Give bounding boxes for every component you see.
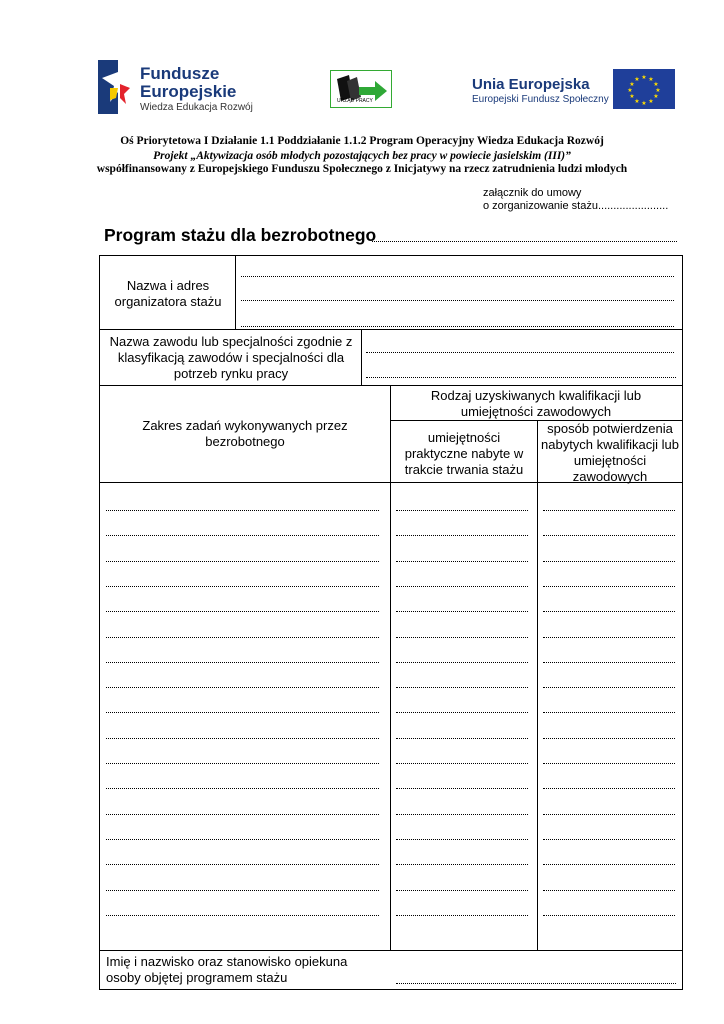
confirmation-field-4[interactable] [543, 586, 675, 587]
skills-field-17[interactable] [396, 915, 528, 916]
confirmation-field-14[interactable] [543, 839, 675, 840]
svg-text:★: ★ [629, 93, 635, 100]
header-line3: współfinansowany z Europejskiego Funduszu Społecznego z Inicjatywy na rzecz zatrudnienia ludzi młodych [96, 163, 628, 175]
stage-program-table [99, 255, 683, 990]
fe-stars-icon [96, 58, 140, 116]
confirmation-label: sposób potwierdzenia nabytych kwalifikacji lub umiejętności zawodowych [541, 421, 680, 484]
task-field-9[interactable] [106, 712, 379, 713]
confirmation-field-2[interactable] [543, 535, 675, 536]
confirmation-field-15[interactable] [543, 864, 675, 865]
organizer-field-2[interactable] [241, 300, 674, 301]
confirmation-field-8[interactable] [543, 687, 675, 688]
skills-field-4[interactable] [396, 586, 528, 587]
confirmation-field-1[interactable] [543, 510, 675, 511]
confirmation-field-17[interactable] [543, 915, 675, 916]
task-field-17[interactable] [106, 915, 379, 916]
task-field-8[interactable] [106, 687, 379, 688]
confirmation-field-7[interactable] [543, 662, 675, 663]
organizer-field-3[interactable] [241, 326, 674, 327]
confirmation-field-11[interactable] [543, 763, 675, 764]
ue-line2: Europejski Fundusz Społeczny [472, 94, 609, 105]
confirmation-field-13[interactable] [543, 814, 675, 815]
skills-field-10[interactable] [396, 738, 528, 739]
task-field-4[interactable] [106, 586, 379, 587]
confirmation-field-10[interactable] [543, 738, 675, 739]
svg-text:★: ★ [641, 74, 647, 81]
page-title: Program stażu dla bezrobotnego [104, 225, 377, 245]
task-field-2[interactable] [106, 535, 379, 536]
skills-field-1[interactable] [396, 510, 528, 511]
svg-text:★: ★ [648, 98, 654, 105]
title-fill-line[interactable] [372, 227, 677, 242]
svg-text:★: ★ [627, 87, 633, 94]
task-field-15[interactable] [106, 864, 379, 865]
skills-field-3[interactable] [396, 561, 528, 562]
eu-stars-icon [613, 69, 675, 109]
tasks-label: Zakres zadań wykonywanych przez bezrobotnego [142, 418, 348, 449]
task-field-7[interactable] [106, 662, 379, 663]
fundusze-europejskie-logo [96, 58, 266, 116]
task-field-11[interactable] [106, 763, 379, 764]
svg-text:★: ★ [655, 87, 661, 94]
svg-text:★: ★ [629, 81, 635, 88]
attachment-line1: załącznik do umowy [483, 187, 582, 199]
confirmation-field-16[interactable] [543, 890, 675, 891]
profession-label: Nazwa zawodu lub specjalności zgodnie z klasyfikacją zawodów i specjalności dla potrzeb rynku pracy [109, 334, 353, 381]
skills-field-9[interactable] [396, 712, 528, 713]
task-field-6[interactable] [106, 637, 379, 638]
svg-text:★: ★ [648, 76, 654, 83]
attachment-line2: o zorganizowanie stażu....................... [483, 200, 669, 212]
fe-line3: Wiedza Edukacja Rozwój [140, 102, 253, 113]
confirmation-field-5[interactable] [543, 611, 675, 612]
organizer-field-1[interactable] [241, 276, 674, 277]
skills-field-2[interactable] [396, 535, 528, 536]
fe-line2: Europejskie [140, 82, 237, 101]
svg-text:★: ★ [641, 100, 647, 107]
skills-field-11[interactable] [396, 763, 528, 764]
task-field-13[interactable] [106, 814, 379, 815]
supervisor-field[interactable] [396, 983, 676, 984]
task-field-16[interactable] [106, 890, 379, 891]
svg-text:★: ★ [653, 81, 659, 88]
profession-field-1[interactable] [366, 352, 674, 353]
skills-field-7[interactable] [396, 662, 528, 663]
task-field-12[interactable] [106, 788, 379, 789]
skills-field-5[interactable] [396, 611, 528, 612]
up-label: URZĄD PRACY [337, 98, 373, 104]
confirmation-field-12[interactable] [543, 788, 675, 789]
skills-field-15[interactable] [396, 864, 528, 865]
svg-text:★: ★ [634, 76, 640, 83]
eu-flag [613, 69, 675, 109]
header-line1: Oś Priorytetowa I Działanie 1.1 Poddziałanie 1.1.2 Program Operacyjny Wiedza Edukacja Rozwój [120, 135, 604, 147]
ue-line1: Unia Europejska [472, 76, 590, 93]
skills-field-12[interactable] [396, 788, 528, 789]
svg-text:★: ★ [653, 93, 659, 100]
skills-field-14[interactable] [396, 839, 528, 840]
confirmation-field-9[interactable] [543, 712, 675, 713]
skills-field-8[interactable] [396, 687, 528, 688]
task-field-1[interactable] [106, 510, 379, 511]
profession-field-2[interactable] [366, 377, 676, 378]
task-field-5[interactable] [106, 611, 379, 612]
skills-field-16[interactable] [396, 890, 528, 891]
urzad-pracy-logo [330, 70, 392, 108]
task-field-10[interactable] [106, 738, 379, 739]
fe-line1: Fundusze [140, 64, 220, 83]
skills-field-13[interactable] [396, 814, 528, 815]
organizer-label: Nazwa i adres organizatora stażu [114, 278, 222, 309]
skills-field-6[interactable] [396, 637, 528, 638]
qualifications-label: Rodzaj uzyskiwanych kwalifikacji lub umiejętności zawodowych [430, 388, 642, 419]
task-field-14[interactable] [106, 839, 379, 840]
confirmation-field-6[interactable] [543, 637, 675, 638]
supervisor-label: Imię i nazwisko oraz stanowisko opiekuna osoby objętej programem stażu [106, 954, 348, 985]
header-line2: Projekt „Aktywizacja osób młodych pozostających bez pracy w powiecie jasielskim (III)” [153, 150, 571, 162]
confirmation-field-3[interactable] [543, 561, 675, 562]
task-field-3[interactable] [106, 561, 379, 562]
skills-label: umiejętności praktyczne nabyte w trakcie trwania stażu [404, 430, 524, 477]
svg-text:★: ★ [634, 98, 640, 105]
